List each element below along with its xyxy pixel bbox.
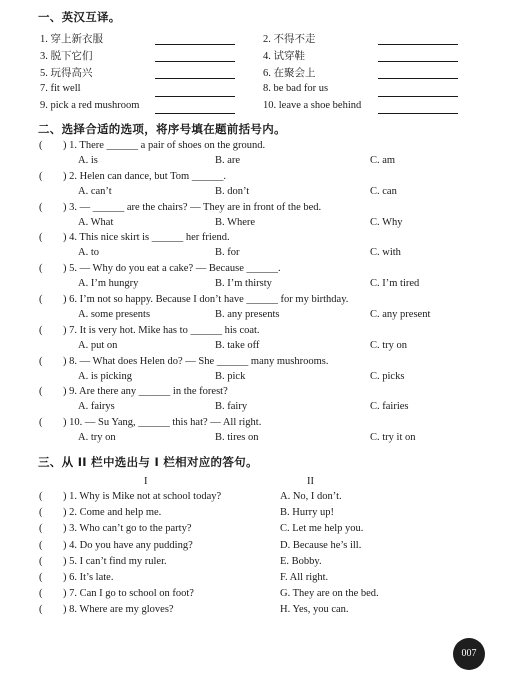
match-answer-paren[interactable]: ( [39,491,43,502]
option-a: A. What [78,216,114,228]
answer-blank-left[interactable] [155,96,235,97]
column-ii-header: II [307,476,314,487]
match-question: ) 6. It’s late. [63,572,114,583]
option-c: C. can [370,185,397,197]
answer-paren[interactable]: ( [39,263,43,275]
match-answer-paren[interactable]: ( [39,523,43,535]
answer-blank-right[interactable] [378,61,458,62]
option-c: C. I’m tired [370,278,420,290]
translation-item-right: 6. 在聚会上 [263,68,316,79]
option-c: C. with [370,247,401,259]
answer-blank-left[interactable] [155,44,235,45]
match-answer-option: F. All right. [280,572,329,583]
match-question: ) 7. Can I go to school on foot? [63,588,194,600]
option-a: A. is picking [78,370,132,382]
match-question: ) 2. Come and help me. [63,507,162,519]
option-a: A. try on [78,432,116,444]
answer-blank-left[interactable] [155,61,235,62]
option-c: C. try on [370,339,408,351]
answer-paren[interactable]: ( [39,355,43,367]
option-b: B. don’t [215,185,250,197]
option-a: A. is [78,155,98,166]
question-stem: ) 9. Are there any ______ in the forest? [63,386,228,398]
question-stem: ) 7. It is very hot. Mike has to ______ his coat. [63,324,260,336]
option-b: B. I’m thirsty [215,278,272,290]
match-question: ) 3. Who can’t go to the party? [63,523,192,535]
option-c: C. any present [370,309,431,320]
answer-paren[interactable]: ( [39,170,43,182]
option-b: B. any presents [215,309,280,320]
match-answer-option: G. They are on the bed. [280,588,379,600]
answer-paren[interactable]: ( [39,294,43,305]
answer-paren[interactable]: ( [39,386,43,398]
answer-blank-left[interactable] [155,78,235,79]
option-a: A. put on [78,339,118,351]
translation-item-right: 2. 不得不走 [263,34,316,45]
question-stem: ) 8. — What does Helen do? — She ______ many mushrooms. [63,355,329,367]
answer-blank-right[interactable] [378,78,458,79]
option-b: B. are [215,155,241,166]
answer-paren[interactable]: ( [39,140,43,151]
option-c: C. fairies [370,401,409,413]
match-answer-option: D. Because he’s ill. [280,539,362,551]
option-a: A. can’t [78,185,112,197]
option-c: C. am [370,155,396,166]
answer-paren[interactable]: ( [39,232,43,244]
option-a: A. fairys [78,401,115,413]
option-a: A. some presents [78,309,151,320]
option-b: B. pick [215,370,246,382]
option-a: A. I’m hungry [78,278,139,290]
translation-item-left: 9. pick a red mushroom [40,100,140,111]
option-c: C. try it on [370,432,416,444]
option-b: B. for [215,247,240,259]
translation-item-right: 8. be bad for us [263,83,329,94]
answer-paren[interactable]: ( [39,417,43,429]
match-answer-paren[interactable]: ( [39,507,43,519]
answer-blank-right[interactable] [378,44,458,45]
match-answer-paren[interactable]: ( [39,555,43,567]
match-answer-option: H. Yes, you can. [280,604,349,616]
match-question: ) 4. Do you have any pudding? [63,539,193,551]
question-stem: ) 5. — Why do you eat a cake? — Because ______. [63,263,281,275]
translation-item-left: 5. 玩得高兴 [40,68,93,79]
section2-title: 二、选择合适的选项，将序号填在题前括号内。 [38,122,286,136]
section1-title: 一、英汉互译。 [38,10,121,24]
translation-item-left: 1. 穿上新衣服 [40,34,103,45]
question-stem: ) 3. — ______ are the chairs? — They are in front of the bed. [63,201,322,213]
match-answer-paren[interactable]: ( [39,588,43,600]
match-question: ) 1. Why is Mike not at school today? [63,491,222,502]
option-a: A. to [78,247,99,259]
option-b: B. Where [215,216,256,228]
match-answer-paren[interactable]: ( [39,572,43,583]
match-answer-option: B. Hurry up! [280,507,334,519]
answer-paren[interactable]: ( [39,324,43,336]
option-c: C. Why [370,216,403,228]
question-stem: ) 4. This nice skirt is ______ her friend. [63,232,230,244]
answer-paren[interactable]: ( [39,201,43,213]
option-b: B. fairy [215,401,248,413]
translation-item-right: 10. leave a shoe behind [263,100,362,111]
question-stem: ) 1. There ______ a pair of shoes on the ground. [63,140,266,151]
match-answer-paren[interactable]: ( [39,604,43,616]
translation-item-left: 7. fit well [40,83,81,94]
question-stem: ) 10. — Su Yang, ______ this hat? — All right. [63,417,262,429]
match-question: ) 8. Where are my gloves? [63,604,174,616]
answer-blank-left[interactable] [155,113,235,114]
page-number-badge: 007 [453,638,485,670]
column-i-header: I [144,476,148,487]
match-answer-option: E. Bobby. [280,555,322,567]
match-answer-paren[interactable]: ( [39,539,43,551]
translation-item-left: 3. 脱下它们 [40,51,93,62]
answer-blank-right[interactable] [378,113,458,114]
translation-item-right: 4. 试穿鞋 [263,51,305,62]
option-b: B. tires on [215,432,259,444]
answer-blank-right[interactable] [378,96,458,97]
match-answer-option: A. No, I don’t. [280,491,342,502]
question-stem: ) 2. Helen can dance, but Tom ______. [63,170,226,182]
match-answer-option: C. Let me help you. [280,523,364,535]
question-stem: ) 6. I’m not so happy. Because I don’t have ______ for my birthday. [63,294,349,305]
option-c: C. picks [370,370,405,382]
section3-title: 三、从 II 栏中选出与 I 栏相对应的答句。 [38,455,258,469]
option-b: B. take off [215,339,260,351]
match-question: ) 5. I can’t find my ruler. [63,555,167,567]
